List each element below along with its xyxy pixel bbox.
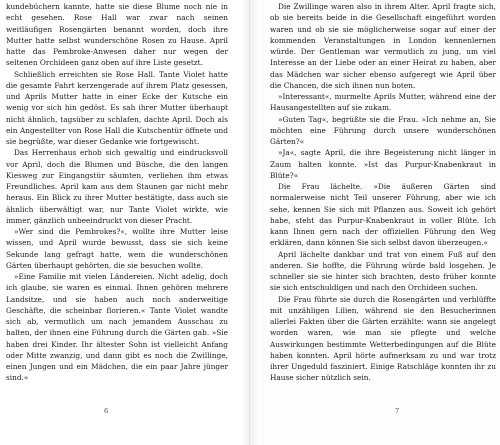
paragraph: April lächelte dankbar und trat von einem Fuß auf den anderen. Sie hoffte, die Führung würde bald losgehen. Je schneller sie sie hinter sich brachten, desto früher konnte sie sich entschuldigen und nach den Orchideen suchen. — [270, 249, 496, 293]
paragraph: Die Frau führte sie durch die Rosengärten und verblüffte mit unzähligen Lilien, während sie den Besucherinnen allerlei Fakten über die Gärten erzählte: wann sie angelegt worden waren, wie man sie pflegte und welche Auswirkungen bestimmte Wetterbedingungen auf die Blüte haben konnten. April hörte aufmerksam zu und war trotz ihrer Ungeduld fasziniert. Einige Ratschläge konnten ihr zu Hause sicher nützlich sein. — [270, 294, 496, 383]
page-number: 7 — [395, 407, 400, 415]
gutter-shadow — [241, 0, 249, 445]
paragraph: Das Herrenhaus erhob sich gewaltig und eindrucksvoll vor April, doch die Blumen und Büsche, die den langen Kiesweg zur Eingangstür säumten, verliehen ihm etwas Freundliches. April kam aus dem Staunen gar nicht mehr heraus. Ein Blick zu ihrer Mutter bestätigte, dass auch sie ähnlich überwältigt war, nur Tante Violet wirkte, wie immer, gänzlich unbeeindruckt von dieser Pracht. — [6, 148, 228, 225]
paragraph: »Guten Tag«, begrüßte sie die Frau. »Ich nehme an, Sie möchten eine Führung durch unsere wunderschönen Gärten?« — [270, 114, 496, 146]
paragraph: Die Zwillinge waren also in ihrem Alter. April fragte sich, ob sie bereits beide in die Gesellschaft eingeführt worden waren und ob sie sie möglicherweise sogar auf einer der kommenden Veranstaltungen in London kennenlernen würde. Der Gentleman war vermutlich zu jung, um viel Interesse an der Liebe oder an einer Heirat zu haben, aber das Mädchen war sicher ebenso aufgeregt wie April über die Chancen, die sich ihnen nun boten. — [270, 2, 496, 90]
right-page-text — [270, 1, 496, 384]
paragraph: Die Frau lächelte. »Die äußeren Gärten sind normalerweise nicht Teil unserer Führung, aber wie ich sehe, kennen Sie sich mit Pflanzen aus. Soweit ich gehört habe, steht das Purpur-Knabenkraut in voller Blüte. Ich kann Ihnen gern nach der offiziellen Führung den Weg erklären, dann können Sie sich selbst davon überzeugen.« — [270, 182, 496, 248]
right-page — [250, 0, 500, 445]
paragraph: Schließlich erreichten sie Rose Hall. Tante Violet hatte die gesamte Fahrt kerzengerade auf ihrem Platz gesessen, und Aprils Mutter hatte in einer Ecke der Kutsche ein wenig vor sich hin gedöst. Es sah ihrer Mutter überhaupt nicht ähnlich, tagsüber zu schlafen, dachte April. Doch als ein Angestellter von Rose Hall die Kutschentür öffnete und sie begrüßte, war dieser Gedanke wie fortgewischt. — [6, 69, 228, 146]
paragraph: kundebüchern kannte, hatte sie diese Blume noch nie in echt gesehen. Rose Hall war zwar nach seinen weitläufigen Rosengärten benannt worden, doch ihre Mutter hatte selbst wunderschöne Rosen zu Hause. April hatte das Pembroke-Anwesen daher nur wegen der seltenen Orchideen ganz oben auf ihre Liste gesetzt. — [6, 2, 228, 68]
gutter-shadow — [250, 0, 258, 445]
paragraph: »Wer sind die Pembrokes?«, wollte ihre Mutter leise wissen, und April wurde bewusst, dass sie sich keine Sekunde lang gefragt hatte, wem die wunderschönen Gärten überhaupt gehörten, die sie besuchen wollte. — [6, 227, 228, 270]
paragraph: »Interessant«, murmelte Aprils Mutter, während eine der Hausangestellten auf sie zukam. — [270, 92, 496, 113]
paragraph: »Eine Familie mit vielen Ländereien. Nicht adelig, doch ich glaube, sie waren es einmal. Ihnen gehören mehrere Landsitze, und sie haben auch noch anderweitige Geschäfte, die scheinbar florieren.« Tante Violet wandte sich ab, vermutlich um nach jemandem Ausschau zu halten, der ihnen eine Führung durch die Gärten gab. »Sie haben drei Kinder. Ihr ältester Sohn ist vielleicht Anfang oder Mitte zwanzig, und dann gibt es noch die Zwillinge, einen Jungen und ein Mädchen, die ein paar Jahre jünger sind.« — [6, 272, 228, 383]
page-number: 6 — [104, 407, 109, 415]
paragraph: »Ja«, sagte April, die ihre Begeisterung nicht länger in Zaum halten konnte. »Ist das Purpur-Knabenkraut in Blüte?« — [270, 148, 496, 180]
left-page-text — [6, 1, 228, 384]
